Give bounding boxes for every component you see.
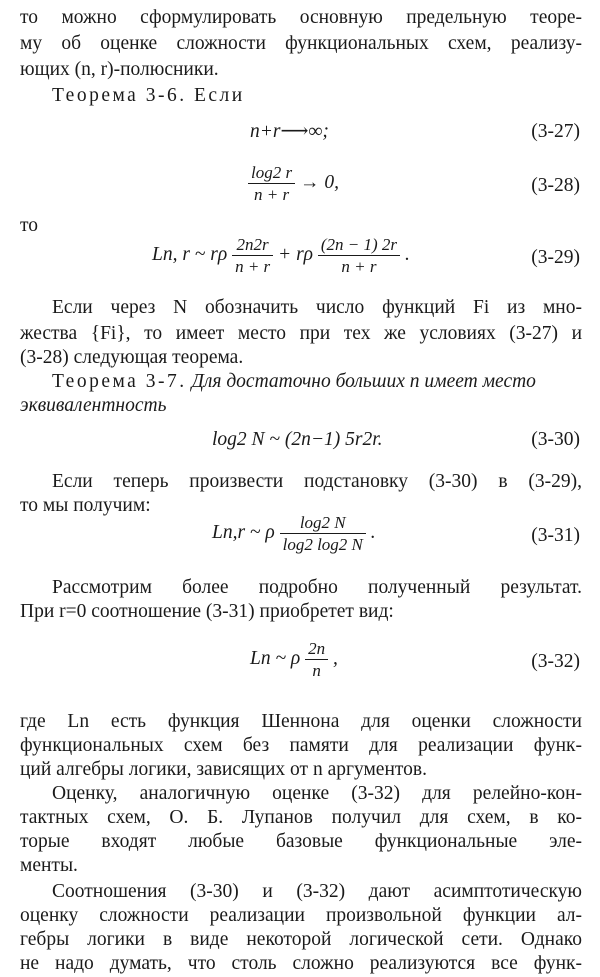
equation-number-3-32: (3-32)	[531, 651, 580, 672]
end-mark: ,	[333, 647, 338, 669]
fraction-numerator: 2n2r	[232, 234, 273, 256]
theorem-3-6-label: Теорема 3-6. Если	[52, 85, 245, 106]
middle-term: + rρ	[278, 243, 314, 265]
fraction-numerator: log2 N	[280, 512, 366, 534]
theorem-3-7-heading	[52, 370, 582, 394]
fraction-numerator: 2n	[305, 638, 328, 660]
text-line-8: (3-28) следующая теорема.	[20, 347, 244, 368]
lhs: Ln, r ~ rρ	[152, 243, 228, 265]
text-line-25: не надо думать, что столь сложно реализуются все функ-	[20, 953, 582, 974]
fraction-3-28	[248, 162, 295, 205]
fraction-denominator: n + r	[341, 257, 377, 276]
text-line-12: то мы получим:	[20, 495, 151, 516]
text-line-16: функциональных схем без памяти для реализации функ-	[20, 735, 582, 756]
fraction-denominator: n + r	[254, 185, 290, 204]
text-line-to: то	[20, 215, 39, 236]
fraction-denominator: n	[312, 661, 321, 680]
end-mark: .	[370, 521, 376, 543]
equation-number-3-28: (3-28)	[531, 175, 580, 196]
lhs: Ln ~ ρ	[250, 647, 301, 669]
fraction-numerator: log2 r	[248, 162, 295, 184]
text-line-14: При r=0 соотношение (3-31) приобретет вид:	[20, 601, 394, 622]
text-line-10: эквивалентность	[20, 395, 167, 416]
text-line-7: жества {Fi}, то имеет место при тех же условиях (3-27) и	[20, 323, 582, 344]
text-line-19: тактных схем, О. Б. Лупанов получил для схем, в ко-	[20, 807, 582, 828]
text-line-23: оценку сложности реализации произвольной функции ал-	[20, 905, 582, 926]
text-line-2: му об оценке сложности функциональных схем, реализу-	[20, 33, 582, 54]
fraction-denominator: n + r	[235, 257, 271, 276]
fraction-3-31	[280, 512, 366, 555]
fraction-3-32	[305, 638, 328, 681]
text-line-1: то можно сформулировать основную предельную теоре-	[20, 7, 582, 28]
text-line-11: Если теперь произвести подстановку (3-30) в (3-29),	[52, 471, 582, 492]
equation-number-3-31: (3-31)	[531, 525, 580, 546]
theorem-3-7-label: Теорема 3-7.	[52, 371, 187, 392]
text-line-21: менты.	[20, 855, 78, 876]
equation-number-3-30: (3-30)	[531, 429, 580, 450]
equation-3-30: log2 N ~ (2n−1) 5r2r.	[212, 429, 383, 450]
text-line-22: Соотношения (3-30) и (3-32) дают асимптотическую	[52, 881, 582, 902]
text-line-20: торые входят любые базовые функциональные эле-	[20, 831, 582, 852]
limit-tail: → 0,	[299, 171, 339, 193]
equation-3-32	[250, 638, 338, 681]
equation-number-3-29: (3-29)	[531, 247, 580, 268]
fraction-denominator: log2 log2 N	[282, 535, 363, 554]
text-line-24: гебры логики в виде некоторой логической сети. Однако	[20, 929, 582, 950]
equation-3-31	[212, 512, 376, 555]
equation-number-3-27: (3-27)	[531, 121, 580, 142]
equation-3-29	[152, 234, 410, 277]
text-line-3: ющих (n, r)-полюсники.	[20, 59, 219, 80]
lhs: Ln,r ~ ρ	[212, 521, 275, 543]
fraction-2	[318, 234, 400, 277]
text-line-13: Рассмотрим более подробно полученный результат.	[52, 577, 582, 598]
equation-3-28	[248, 162, 339, 205]
text-line-15: где Ln есть функция Шеннона для оценки сложности	[20, 711, 582, 732]
equation-3-27: n+r⟶∞;	[250, 121, 329, 142]
theorem-3-6-heading	[52, 84, 582, 108]
fraction-numerator: (2n − 1) 2r	[318, 234, 400, 256]
theorem-3-7-statement: Для достаточно больших n имеет место	[191, 371, 536, 392]
text-line-18: Оценку, аналогичную оценке (3-32) для релейно-кон-	[52, 783, 582, 804]
fraction-1	[232, 234, 273, 277]
end-mark: .	[404, 243, 410, 265]
text-line-6: Если через N обозначить число функций Fi из мно-	[52, 297, 582, 318]
text-line-17: ций алгебры логики, зависящих от n аргументов.	[20, 759, 427, 780]
